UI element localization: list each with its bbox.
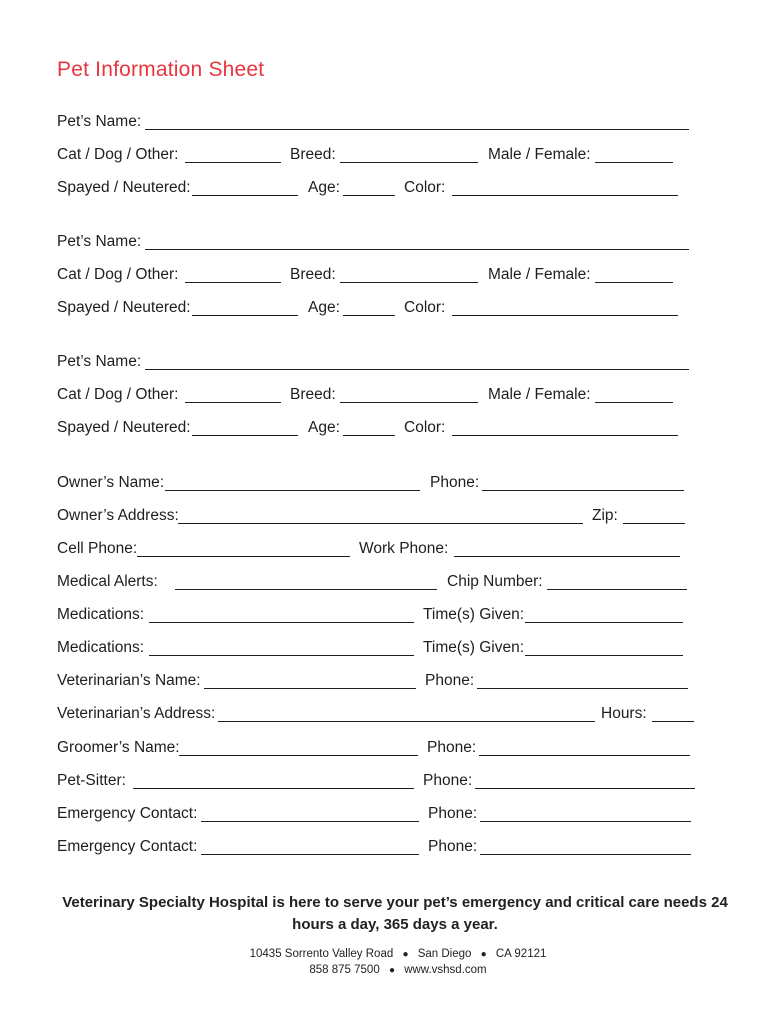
pet-1-type-row (57, 144, 697, 166)
spayed-field[interactable] (192, 195, 298, 196)
medical-alerts-label: Medical Alerts: (57, 573, 158, 590)
medications-field[interactable] (149, 622, 414, 623)
hours-field[interactable] (652, 721, 694, 722)
emergency-contact-label: Emergency Contact: (57, 805, 198, 822)
groomer-row (57, 737, 697, 759)
zip-field[interactable] (623, 523, 685, 524)
medications-row-1 (57, 604, 697, 626)
pet-2-name-row (57, 231, 697, 253)
pet-2-type-row (57, 264, 697, 286)
cell-phone-field[interactable] (137, 556, 350, 557)
city: San Diego (417, 948, 472, 960)
owner-name-label: Owner’s Name: (57, 474, 165, 491)
sex-label: Male / Female: (488, 146, 591, 163)
state-zip: CA 92121 (495, 948, 547, 960)
pet-name-field[interactable] (145, 129, 689, 130)
times-given-field[interactable] (525, 622, 683, 623)
street-address: 10435 Sorrento Valley Road (249, 948, 394, 960)
pet-name-label: Pet’s Name: (57, 233, 142, 250)
vet-address-row (57, 703, 707, 725)
sex-label: Male / Female: (488, 386, 591, 403)
emergency-contact-row-1 (57, 803, 707, 825)
age-field[interactable] (343, 315, 395, 316)
pet-1-name-row (57, 111, 697, 133)
pet-name-label: Pet’s Name: (57, 113, 142, 130)
pet-type-label: Cat / Dog / Other: (57, 266, 179, 283)
owner-address-label: Owner’s Address: (57, 507, 179, 524)
hospital-phone: 858 875 7500 (309, 964, 380, 976)
vet-address-label: Veterinarian’s Address: (57, 705, 216, 722)
breed-field[interactable] (340, 162, 478, 163)
hospital-contact (0, 964, 770, 976)
emergency-phone-label: Phone: (428, 805, 478, 822)
times-given-label: Time(s) Given: (423, 639, 525, 656)
hospital-statement: Veterinary Specialty Hospital is here to serve your pet’s emergency and critical care needs 24 hours a day, 365 days a year. (62, 894, 728, 933)
medications-label: Medications: (57, 606, 145, 623)
spayed-label: Spayed / Neutered: (57, 299, 191, 316)
medications-label: Medications: (57, 639, 145, 656)
owner-phone-field[interactable] (482, 490, 684, 491)
emergency-contact-field[interactable] (201, 854, 419, 855)
pet-sitter-phone-field[interactable] (475, 788, 695, 789)
hospital-address (0, 948, 770, 960)
owner-name-field[interactable] (165, 490, 420, 491)
medications-field[interactable] (149, 655, 414, 656)
pet-sitter-label: Pet-Sitter: (57, 772, 126, 789)
bullet-separator: ● (402, 949, 409, 960)
groomer-name-label: Groomer’s Name: (57, 739, 180, 756)
emergency-phone-field[interactable] (480, 821, 691, 822)
page-title: Pet Information Sheet (57, 58, 265, 81)
pet-3-details-row (57, 417, 697, 439)
age-label: Age: (308, 299, 340, 316)
color-label: Color: (404, 179, 446, 196)
pet-name-field[interactable] (145, 369, 689, 370)
pet-sitter-field[interactable] (133, 788, 414, 789)
vet-name-label: Veterinarian’s Name: (57, 672, 201, 689)
pet-1-details-row (57, 177, 697, 199)
age-label: Age: (308, 179, 340, 196)
pet-type-field[interactable] (185, 402, 281, 403)
hospital-website[interactable]: www.vshsd.com (404, 964, 487, 976)
emergency-contact-label: Emergency Contact: (57, 838, 198, 855)
age-label: Age: (308, 419, 340, 436)
pet-type-field[interactable] (185, 162, 281, 163)
spayed-field[interactable] (192, 435, 298, 436)
breed-label: Breed: (290, 146, 336, 163)
pet-sitter-row (57, 770, 707, 792)
chip-number-field[interactable] (547, 589, 687, 590)
groomer-name-field[interactable] (179, 755, 418, 756)
owner-name-row (57, 472, 697, 494)
groomer-phone-label: Phone: (427, 739, 477, 756)
owner-phone-label: Phone: (430, 474, 480, 491)
vet-name-row (57, 670, 697, 692)
spayed-label: Spayed / Neutered: (57, 179, 191, 196)
spayed-field[interactable] (192, 315, 298, 316)
color-label: Color: (404, 299, 446, 316)
pet-type-label: Cat / Dog / Other: (57, 146, 179, 163)
vet-address-field[interactable] (218, 721, 595, 722)
age-field[interactable] (343, 195, 395, 196)
pet-type-field[interactable] (185, 282, 281, 283)
cell-phone-label: Cell Phone: (57, 540, 138, 557)
bullet-separator: ● (480, 949, 487, 960)
emergency-phone-label: Phone: (428, 838, 478, 855)
sex-field[interactable] (595, 282, 673, 283)
times-given-field[interactable] (525, 655, 683, 656)
cell-work-row (57, 538, 697, 560)
pet-name-label: Pet’s Name: (57, 353, 142, 370)
pet-sitter-phone-label: Phone: (423, 772, 473, 789)
work-phone-label: Work Phone: (359, 540, 449, 557)
work-phone-field[interactable] (454, 556, 680, 557)
sex-field[interactable] (595, 162, 673, 163)
color-label: Color: (404, 419, 446, 436)
emergency-phone-field[interactable] (480, 854, 691, 855)
color-field[interactable] (452, 195, 678, 196)
breed-label: Breed: (290, 386, 336, 403)
groomer-phone-field[interactable] (479, 755, 690, 756)
spayed-label: Spayed / Neutered: (57, 419, 191, 436)
owner-address-field[interactable] (178, 523, 583, 524)
zip-label: Zip: (592, 507, 618, 524)
pet-type-label: Cat / Dog / Other: (57, 386, 179, 403)
times-given-label: Time(s) Given: (423, 606, 525, 623)
chip-number-label: Chip Number: (447, 573, 543, 590)
vet-phone-field[interactable] (477, 688, 688, 689)
age-field[interactable] (343, 435, 395, 436)
sex-label: Male / Female: (488, 266, 591, 283)
color-field[interactable] (452, 315, 678, 316)
pet-name-field[interactable] (145, 249, 689, 250)
breed-label: Breed: (290, 266, 336, 283)
bullet-separator: ● (388, 965, 395, 976)
pet-3-type-row (57, 384, 697, 406)
hours-label: Hours: (601, 705, 647, 722)
emergency-contact-field[interactable] (201, 821, 419, 822)
medications-row-2 (57, 637, 697, 659)
breed-field[interactable] (340, 402, 478, 403)
vet-name-field[interactable] (204, 688, 416, 689)
color-field[interactable] (452, 435, 678, 436)
owner-address-row (57, 505, 697, 527)
pet-3-name-row (57, 351, 697, 373)
pet-2-details-row (57, 297, 697, 319)
emergency-contact-row-2 (57, 836, 707, 858)
vet-phone-label: Phone: (425, 672, 475, 689)
breed-field[interactable] (340, 282, 478, 283)
medical-alerts-field[interactable] (175, 589, 437, 590)
sex-field[interactable] (595, 402, 673, 403)
medical-alerts-row (57, 571, 697, 593)
